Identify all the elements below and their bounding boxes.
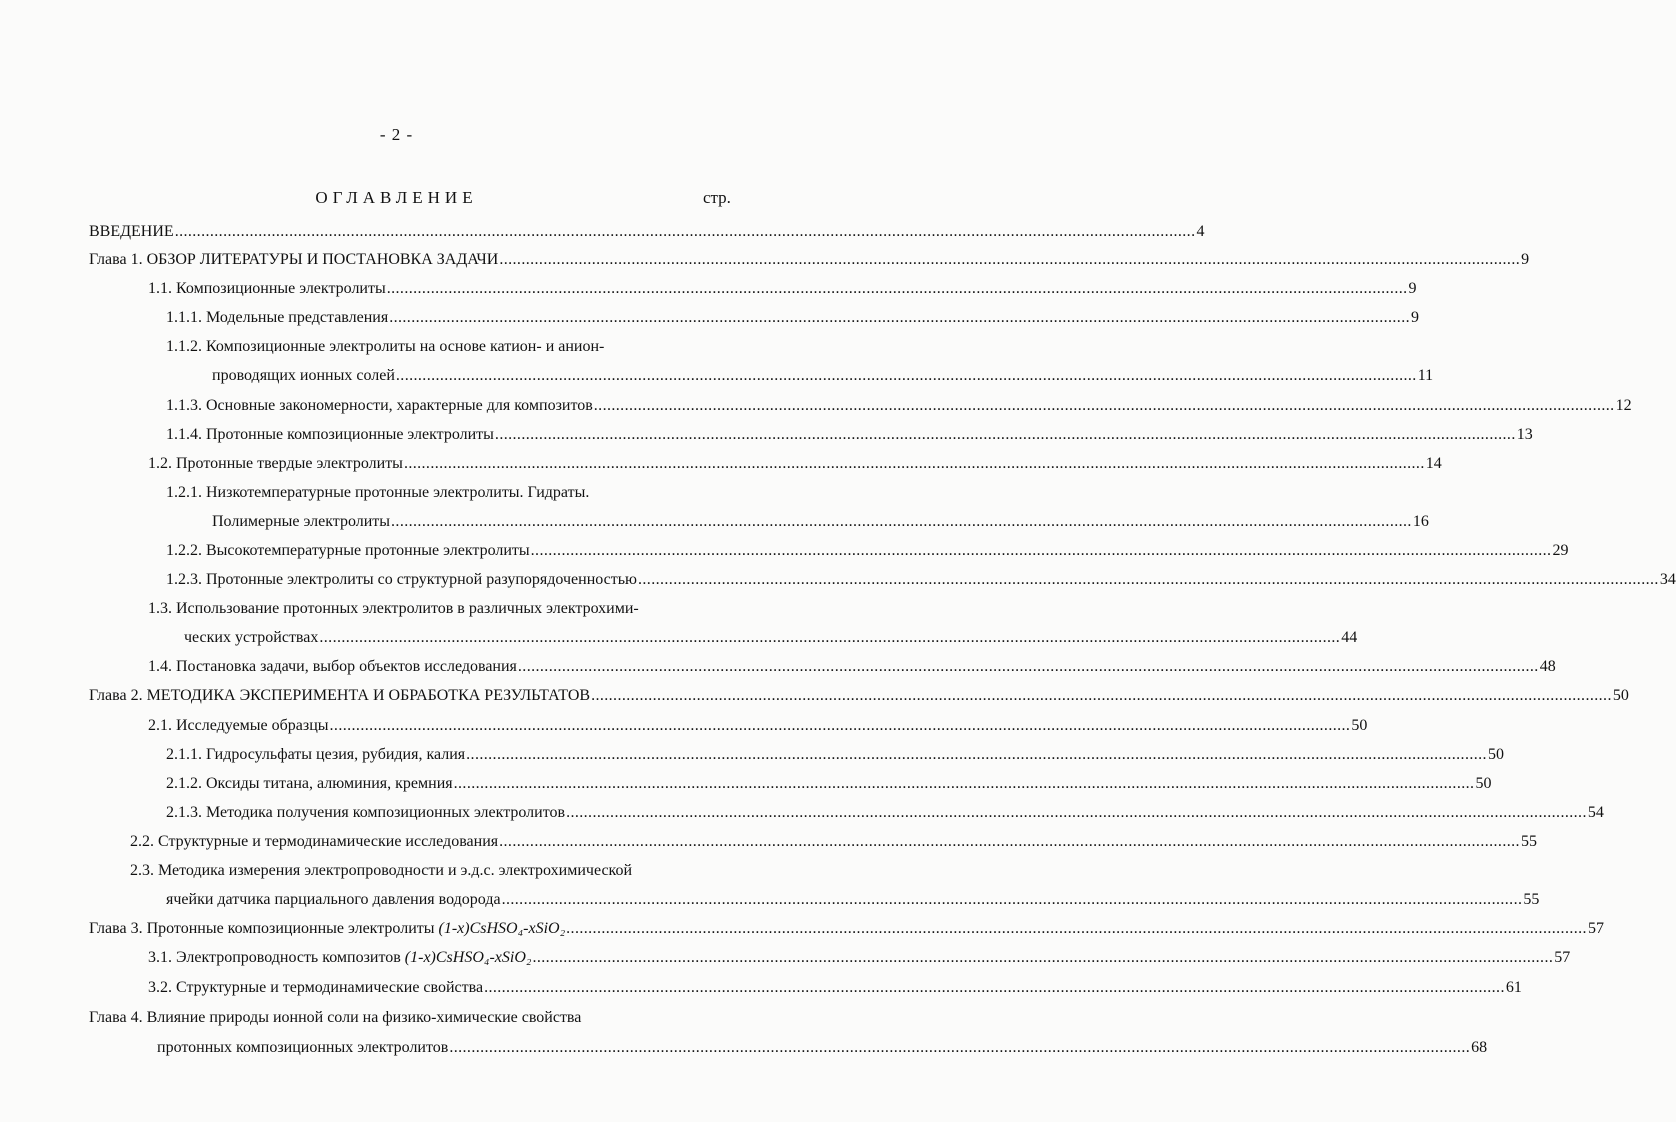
leader-dots: [638, 570, 1659, 590]
toc-entry-text: Полимерные электролиты: [212, 513, 391, 530]
toc-entry-text: протонных композиционных электролитов: [157, 1039, 449, 1056]
toc-entry-1-3-line1[interactable]: 1.3. Использование протонных электролитов в различных электрохими-: [148, 600, 639, 617]
toc-entry-1-1-3[interactable]: [166, 396, 1632, 416]
toc-entry-page: 16: [1412, 513, 1429, 530]
toc-entry-page: 50: [1475, 775, 1492, 792]
chemical-formula: (1-x)CsHSO₄-xSiO₂: [404, 949, 532, 966]
toc-entry-introduction[interactable]: [89, 222, 1205, 242]
toc-entry-3-2[interactable]: [148, 978, 1522, 998]
toc-entry-2-1-1[interactable]: [166, 745, 1504, 765]
toc-entry-1-2-1-line1[interactable]: 1.2.1. Низкотемпературные протонные электролиты. Гидраты.: [166, 484, 590, 501]
leader-dots: [391, 512, 1412, 532]
toc-entry-page: 57: [1587, 920, 1604, 937]
toc-entry-text: проводящих ионных солей: [212, 367, 395, 384]
toc-entry-1-1[interactable]: [148, 279, 1417, 299]
leader-dots: [319, 628, 1340, 648]
toc-entry-text: 1.1.3. Основные закономерности, характерные для композитов: [166, 397, 593, 414]
toc-entry-chapter-1[interactable]: [89, 250, 1530, 270]
toc-entry-text: 2.1. Исследуемые образцы: [148, 717, 329, 734]
toc-entry-2-2[interactable]: [130, 832, 1537, 852]
leader-dots: [518, 657, 1539, 677]
toc-entry-text: ческих устройствах: [184, 629, 319, 646]
leader-dots: [466, 745, 1487, 765]
toc-entry-text: Глава 2. МЕТОДИКА ЭКСПЕРИМЕНТА И ОБРАБОТКА РЕЗУЛЬТАТОВ: [89, 687, 591, 704]
page-number: - 2 -: [379, 125, 414, 144]
toc-entry-2-3-line1[interactable]: 2.3. Методика измерения электропроводности и э.д.с. электрохимической: [130, 862, 633, 879]
toc-entry-chapter-2[interactable]: [89, 686, 1629, 706]
chemical-formula: (1-x)CsHSO₄-xSiO₂: [438, 920, 566, 937]
toc-entry-page: 54: [1587, 804, 1604, 821]
toc-entry-2-3[interactable]: [166, 890, 1540, 910]
toc-entry-2-1-2[interactable]: [166, 774, 1492, 794]
toc-entry-1-2[interactable]: [148, 454, 1442, 474]
toc-entry-title: Глава 3. Протонные композиционные электролиты: [89, 920, 435, 937]
toc-entry-page: 9: [1411, 309, 1420, 326]
toc-entry-text: Глава 1. ОБЗОР ЛИТЕРАТУРЫ И ПОСТАНОВКА ЗАДАЧИ: [89, 251, 499, 268]
toc-entry-1-2-1[interactable]: [212, 512, 1429, 532]
leader-dots: [175, 222, 1196, 242]
toc-entry-1-1-1[interactable]: [166, 308, 1420, 328]
toc-entry-chapter-3[interactable]: [89, 919, 1604, 939]
toc-entry-page: 57: [1554, 949, 1571, 966]
toc-entry-3-1[interactable]: [148, 948, 1571, 968]
toc-entry-1-4[interactable]: [148, 657, 1556, 677]
leader-dots: [330, 716, 1351, 736]
toc-entry-text: 1.1.1. Модельные представления: [166, 309, 389, 326]
toc-entry-1-3[interactable]: [184, 628, 1358, 648]
toc-entry-title: 3.1. Электропроводность композитов: [148, 949, 401, 966]
leader-dots: [484, 978, 1505, 998]
page-column-header: стр.: [703, 188, 731, 207]
toc-entry-text: 1.1.4. Протонные композиционные электролиты: [166, 426, 494, 443]
toc-entry-text: 1.2. Протонные твердые электролиты: [148, 455, 403, 472]
toc-entry-text: 2.2. Структурные и термодинамические исследования: [130, 833, 499, 850]
leader-dots: [566, 919, 1587, 939]
toc-entry-page: 48: [1539, 658, 1556, 675]
toc-entry-text: 2.1.1. Гидросульфаты цезия, рубидия, калия: [166, 746, 466, 763]
leader-dots: [566, 803, 1587, 823]
toc-entry-1-1-4[interactable]: [166, 425, 1533, 445]
leader-dots: [499, 832, 1520, 852]
toc-entry-page: 29: [1552, 542, 1569, 559]
leader-dots: [387, 279, 1408, 299]
toc-entry-text: 2.1.2. Оксиды титана, алюминия, кремния: [166, 775, 453, 792]
leader-dots: [389, 308, 1410, 328]
toc-entry-page: 13: [1516, 426, 1533, 443]
toc-title: ОГЛАВЛЕНИЕ: [315, 188, 478, 207]
toc-entry-page: 50: [1351, 717, 1368, 734]
leader-dots: [532, 948, 1553, 968]
toc-entry-text: 1.2.2. Высокотемпературные протонные электролиты: [166, 542, 530, 559]
toc-entry-text: 1.4. Постановка задачи, выбор объектов исследования: [148, 658, 517, 675]
toc-entry-page: 55: [1520, 833, 1537, 850]
toc-entry-page: 61: [1505, 979, 1522, 996]
toc-entry-text: [148, 948, 531, 968]
toc-entry-text: 1.2.3. Протонные электролиты со структурной разупорядоченностью: [166, 571, 637, 588]
leader-dots: [499, 250, 1520, 270]
toc-entry-text: ВВЕДЕНИЕ: [89, 223, 174, 240]
leader-dots: [404, 454, 1425, 474]
toc-entry-page: 50: [1487, 746, 1504, 763]
toc-entry-text: 1.1. Композиционные электролиты: [148, 280, 386, 297]
toc-entry-2-1[interactable]: [148, 716, 1368, 736]
toc-entry-page: 4: [1196, 223, 1205, 240]
toc-entry-page: 9: [1408, 280, 1417, 297]
toc-entry-page: 14: [1425, 455, 1442, 472]
toc-entry-page: 12: [1615, 397, 1632, 414]
toc-entry-page: 44: [1341, 629, 1358, 646]
toc-entry-1-1-2-line1[interactable]: 1.1.2. Композиционные электролиты на основе катион- и анион-: [166, 338, 605, 355]
toc-entry-page: 9: [1521, 251, 1530, 268]
toc-entry-1-2-2[interactable]: [166, 541, 1569, 561]
leader-dots: [531, 541, 1552, 561]
leader-dots: [594, 396, 1615, 416]
leader-dots: [591, 686, 1612, 706]
toc-entry-chapter-4-line1[interactable]: Глава 4. Влияние природы ионной соли на физико-химические свойства: [89, 1009, 582, 1026]
toc-entry-1-1-2[interactable]: [212, 366, 1434, 386]
leader-dots: [502, 890, 1523, 910]
leader-dots: [396, 366, 1417, 386]
toc-entry-text: ячейки датчика парциального давления водорода: [166, 891, 501, 908]
toc-entry-2-1-3[interactable]: [166, 803, 1604, 823]
toc-entry-text: 2.1.3. Методика получения композиционных электролитов: [166, 804, 566, 821]
leader-dots: [449, 1038, 1470, 1058]
leader-dots: [454, 774, 1475, 794]
toc-entry-page: 50: [1612, 687, 1629, 704]
toc-entry-page: 55: [1523, 891, 1540, 908]
toc-entry-1-2-3[interactable]: [166, 570, 1676, 590]
toc-entry-chapter-4[interactable]: [157, 1038, 1488, 1058]
toc-entry-text: [89, 919, 565, 939]
leader-dots: [495, 425, 1516, 445]
toc-entry-page: 11: [1417, 367, 1434, 384]
toc-entry-page: 68: [1471, 1039, 1488, 1056]
toc-entry-text: 3.2. Структурные и термодинамические свойства: [148, 979, 484, 996]
toc-entry-page: 34: [1659, 571, 1676, 588]
